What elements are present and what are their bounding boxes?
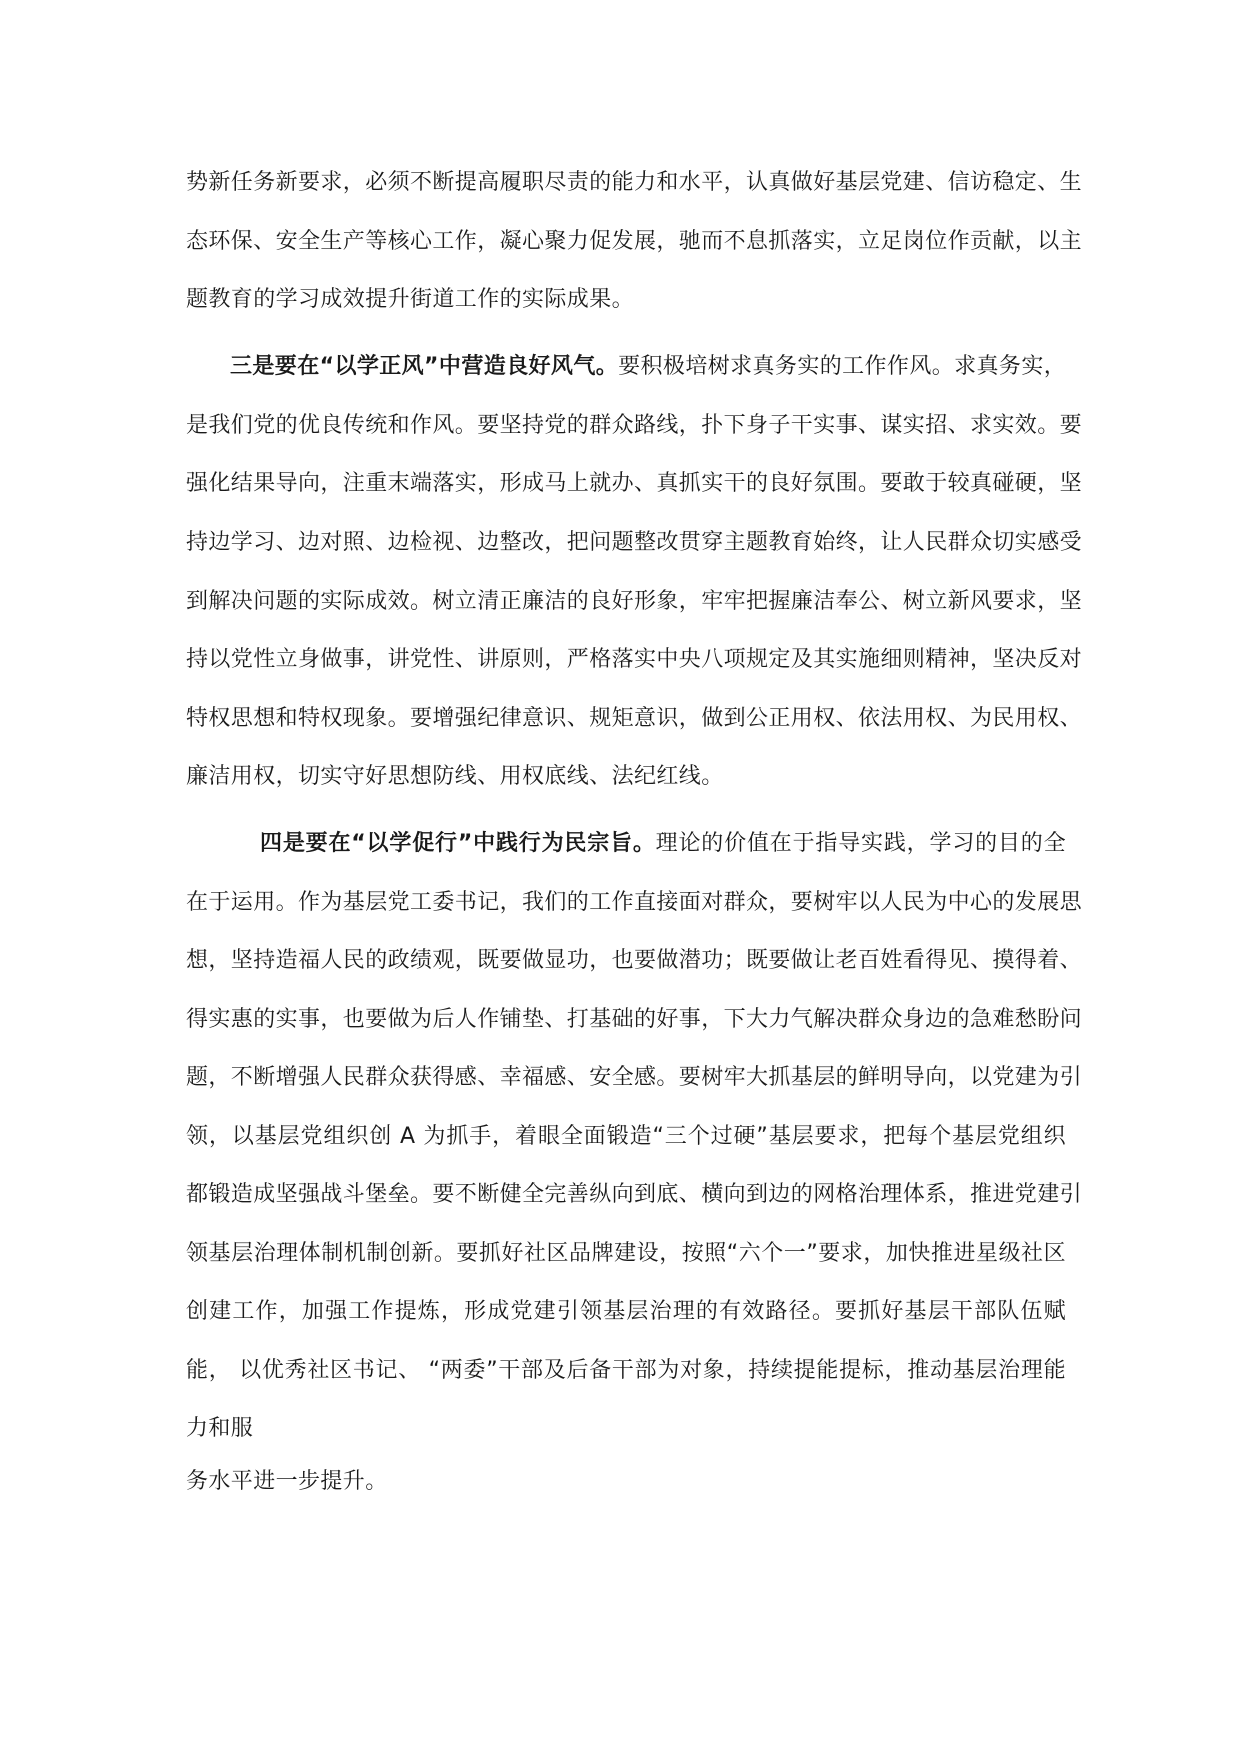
paragraph-2-line-2: 是我们党的优良传统和作风。要坚持党的群众路线，扑下身子干实事、谋实招、求实效。要 [186,413,1083,438]
paragraph-2-line-7: 特权思想和特权现象。要增强纪律意识、规矩意识，做到公正用权、依法用权、为民用权、 [186,706,1083,731]
paragraph-3-line-11: 力和服 [186,1416,254,1441]
paragraph-3-line-3: 想，坚持造福人民的政绩观，既要做显功，也要做潜功；既要做让老百姓看得见、摸得着、 [186,948,1083,973]
paragraph-2-line-8: 廉洁用权，切实守好思想防线、用权底线、法纪红线。 [186,764,724,789]
paragraph-3-line-5: 题，不断增强人民群众获得感、幸福感、安全感。要树牢大抓基层的鲜明导向，以党建为引 [186,1065,1083,1090]
paragraph-3-line-10: 能， 以优秀社区书记、 “两委”干部及后备干部为对象，持续提能提标，推动基层治理能 [186,1358,1066,1383]
paragraph-3-line-1 [260,829,1066,859]
paragraph-3-line-2: 在于运用。作为基层党工委书记，我们的工作直接面对群众，要树牢以人民为中心的发展思 [186,890,1083,915]
paragraph-3-line-4: 得实惠的实事，也要做为后人作铺垫、打基础的好事，下大力气解决群众身边的急难愁盼问 [186,1007,1083,1032]
paragraph-3-line-9: 创建工作，加强工作提炼，形成党建引领基层治理的有效路径。要抓好基层干部队伍赋 [186,1299,1066,1324]
paragraph-2-line-1 [230,352,1066,382]
paragraph-3-line-12: 务水平进一步提升。 [186,1469,388,1494]
paragraph-3-line-1-text: 理论的价值在于指导实践，学习的目的全 [655,831,1066,856]
paragraph-3-line-8: 领基层治理体制机制创新。要抓好社区品牌建设，按照“六个一”要求，加快推进星级社区 [186,1241,1066,1266]
paragraph-2-line-5: 到解决问题的实际成效。树立清正廉洁的良好形象，牢牢把握廉洁奉公、树立新风要求，坚 [186,589,1083,614]
paragraph-2-line-3: 强化结果导向，注重末端落实，形成马上就办、真抓实干的良好氛围。要敢于较真碰硬，坚 [186,471,1083,496]
paragraph-1-line-1: 势新任务新要求，必须不断提高履职尽责的能力和水平，认真做好基层党建、信访稳定、生 [186,170,1083,195]
paragraph-2-heading: 三是要在“以学正风”中营造良好风气。 [230,354,619,379]
paragraph-3-line-6: 领，以基层党组织创 A 为抓手，着眼全面锻造“三个过硬”基层要求，把每个基层党组织 [186,1124,1066,1149]
paragraph-1-line-2: 态环保、安全生产等核心工作，凝心聚力促发展，驰而不息抓落实，立足岗位作贡献，以主 [186,229,1083,254]
paragraph-2-line-6: 持以党性立身做事，讲党性、讲原则，严格落实中央八项规定及其实施细则精神，坚决反对 [186,647,1083,672]
paragraph-3-line-7: 都锻造成坚强战斗堡垒。要不断健全完善纵向到底、横向到边的网格治理体系，推进党建引 [186,1182,1083,1207]
paragraph-2-line-4: 持边学习、边对照、边检视、边整改，把问题整改贯穿主题教育始终，让人民群众切实感受 [186,530,1083,555]
paragraph-2-line-1-text: 要积极培树求真务实的工作作风。求真务实， [618,354,1067,379]
paragraph-3-heading: 四是要在“以学促行”中践行为民宗旨。 [260,831,656,856]
paragraph-1-line-3: 题教育的学习成效提升街道工作的实际成果。 [186,287,635,312]
